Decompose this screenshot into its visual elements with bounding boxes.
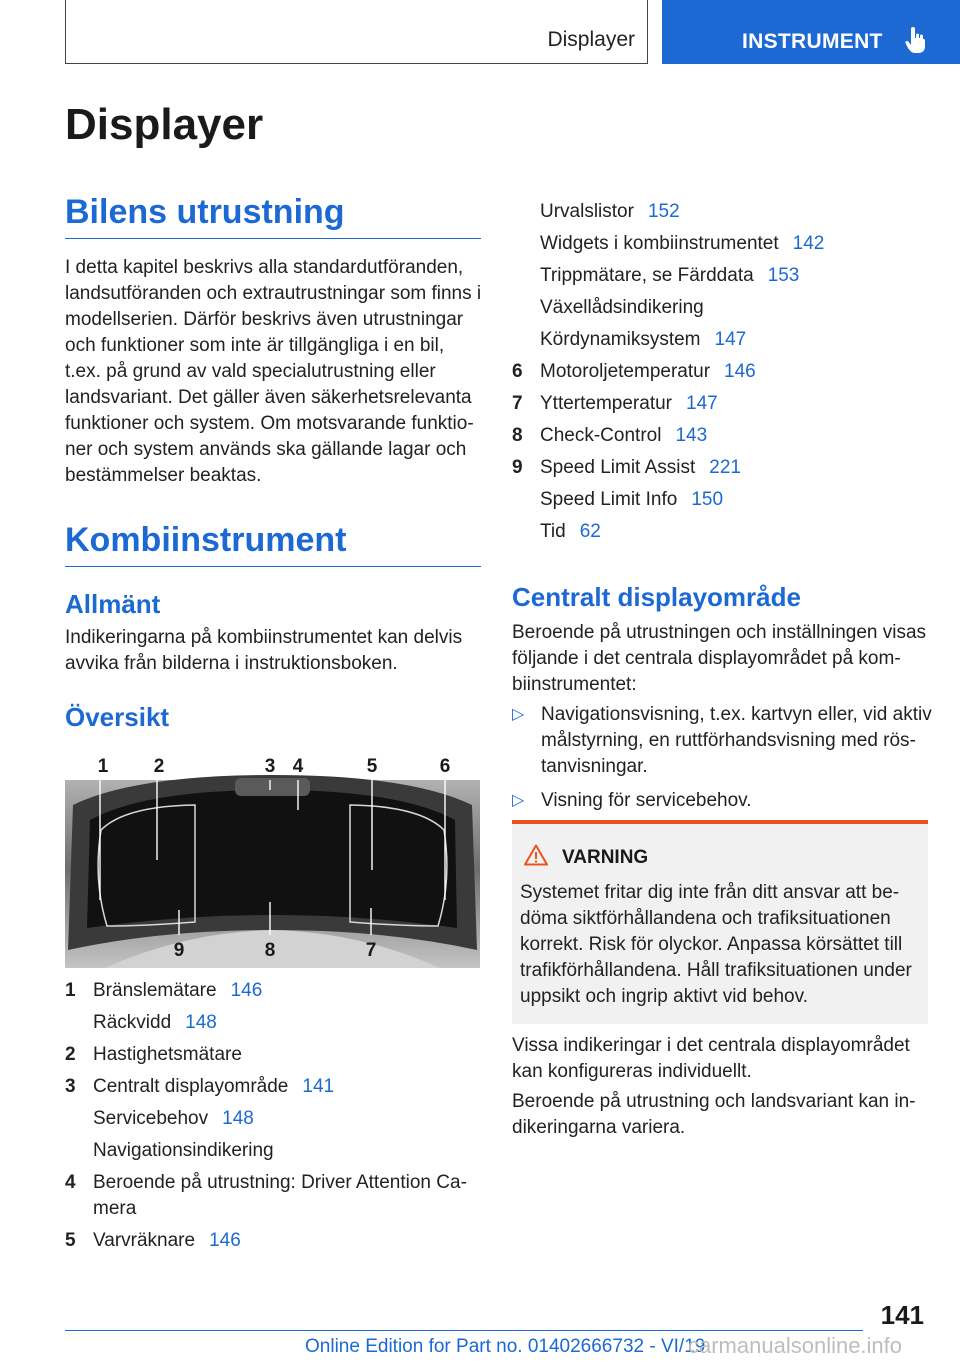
list-item: Urvalslistor 152 — [540, 201, 680, 222]
list-item: Kördynamiksystem 147 — [540, 329, 747, 350]
centralt-paragraph-2: Beroende på utrustning och landsvariant kan indikeringarna variera. — [512, 1091, 916, 1138]
centralt-bullet-list — [512, 702, 932, 822]
list-item: 6 Motoroljetemperatur 146 — [512, 361, 756, 382]
list-item: 8 Check-Control 143 — [512, 425, 708, 446]
subheading-allmant: Allmänt — [65, 589, 161, 619]
list-item: Servicebehov 148 — [93, 1108, 254, 1129]
triangle-bullet-icon: ▷ — [512, 706, 525, 723]
header-chapter-tab[interactable] — [662, 0, 960, 64]
list-item: 5 Varvräknare 146 — [65, 1230, 241, 1251]
header-section-box — [65, 0, 648, 64]
subheading-centralt-displayomrade: Centralt displayområde — [512, 582, 801, 612]
section-heading-kombiinstrument: Kombiinstrument — [65, 521, 481, 567]
page-ref-link[interactable]: 147 — [686, 393, 718, 414]
hand-pointing-icon — [905, 27, 927, 58]
list-item: ▷ Visning för servicebehov. — [512, 788, 932, 814]
list-item: 7 Yttertemperatur 147 — [512, 393, 718, 414]
list-item: 2 Hastighetsmätare — [65, 1044, 242, 1065]
allmant-body: Indikeringarna på kombiinstrumentet kan delvis avvika från bilderna i instruktionsboken. — [65, 627, 463, 674]
instrument-cluster-figure — [65, 750, 480, 968]
section-heading-bilens-utrustning: Bilens utrustning — [65, 193, 481, 239]
callout-7: 7 — [365, 940, 377, 961]
footer-edition: Online Edition for Part no. 01402666732 - VI/19 — [305, 1336, 706, 1357]
header-chapter-label: INSTRUMENT — [742, 30, 883, 53]
page-ref-link[interactable]: 221 — [709, 457, 741, 478]
list-item: 9 Speed Limit Assist 221 — [512, 457, 741, 478]
callout-8: 8 — [264, 940, 276, 961]
callout-4: 4 — [292, 756, 304, 777]
instrument-cluster-illustration — [65, 750, 480, 968]
page-ref-link[interactable]: 146 — [209, 1230, 241, 1251]
watermark: carmanualsonline.info — [688, 1333, 903, 1358]
page-ref-link[interactable]: 148 — [185, 1012, 217, 1033]
callout-2: 2 — [153, 756, 165, 777]
page-ref-link[interactable]: 153 — [767, 265, 800, 286]
list-item: Tid 62 — [540, 521, 601, 542]
page-ref-link[interactable]: 62 — [579, 521, 601, 542]
callout-5: 5 — [366, 756, 378, 777]
page-ref-link[interactable]: 142 — [792, 233, 825, 254]
page-ref-link[interactable]: 141 — [302, 1076, 335, 1097]
callout-6: 6 — [439, 756, 451, 777]
triangle-bullet-icon: ▷ — [512, 792, 525, 809]
list-item: Navigationsindikering — [93, 1140, 274, 1161]
page-ref-link[interactable]: 148 — [222, 1108, 254, 1129]
list-item: 1 Bränslemätare 146 — [65, 980, 263, 1001]
centralt-intro: Beroende på utrustningen och inställningen visas följande i det centrala displayområdet på kombiinstrumentet: — [512, 622, 927, 695]
page-ref-link[interactable]: 146 — [724, 361, 756, 382]
callout-1: 1 — [97, 756, 109, 777]
list-item: Speed Limit Info 150 — [540, 489, 724, 510]
bilens-utrustning-body: I detta kapitel beskrivs alla standardutföranden, landsutföranden och extrautrustningar som finns i modellserien. Därför beskrivs även utrustningar och funktioner som inte är tillgängliga i en bil, t.ex. på grund av vald specialutrustning eller landsvariant. Det gäller även säkerhetsrelevanta funktioner och system. Om motsvarande funktioner och system används ska gällande lagar och bestämmelser beaktas. — [65, 257, 482, 486]
footer-divider — [65, 1330, 863, 1331]
list-item: 4 Beroende på utrustning: Driver Attention Camera — [65, 1172, 467, 1219]
page-ref-link[interactable]: 143 — [675, 425, 708, 446]
callout-3: 3 — [264, 756, 276, 777]
warning-body: Systemet fritar dig inte från ditt ansvar att bedöma siktförhållandena och trafiksituationen korrekt. Risk för olyckor. Anpassa körsättet till trafikförhållandena. Håll trafiksituationen under uppsikt och ingrip aktivt vid behov. — [520, 882, 912, 1007]
page-title: Displayer — [65, 100, 264, 149]
callout-9: 9 — [173, 940, 185, 961]
page-number: 141 — [880, 1300, 924, 1330]
list-item: Räckvidd 148 — [93, 1012, 217, 1033]
list-item: Widgets i kombiinstrumentet 142 — [540, 233, 825, 254]
list-item: Växellådsindikering — [540, 297, 704, 318]
legend-list-left — [65, 978, 483, 1260]
list-item: 3 Centralt displayområde 141 — [65, 1076, 335, 1097]
page-ref-link[interactable]: 150 — [691, 489, 724, 510]
warning-triangle-icon — [524, 844, 562, 872]
page-ref-link[interactable]: 146 — [230, 980, 263, 1001]
subheading-oversikt: Översikt — [65, 702, 170, 732]
page-ref-link[interactable]: 147 — [714, 329, 747, 350]
legend-list-right — [512, 199, 932, 551]
page-ref-link[interactable]: 152 — [647, 201, 680, 222]
warning-title: VARNING — [562, 847, 649, 868]
centralt-paragraph-1: Vissa indikeringar i det centrala displayområdet kan konfigureras individuellt. — [512, 1035, 910, 1082]
header-section-label: Displayer — [547, 28, 635, 51]
warning-box — [512, 820, 928, 1024]
list-item: Trippmätare, se Färddata 153 — [540, 265, 800, 286]
list-item: ▷ Navigationsvisning, t.ex. kartvyn eller, vid aktiv målstyrning, en ruttförhandsvisning med röstanvisningar. — [512, 704, 932, 777]
